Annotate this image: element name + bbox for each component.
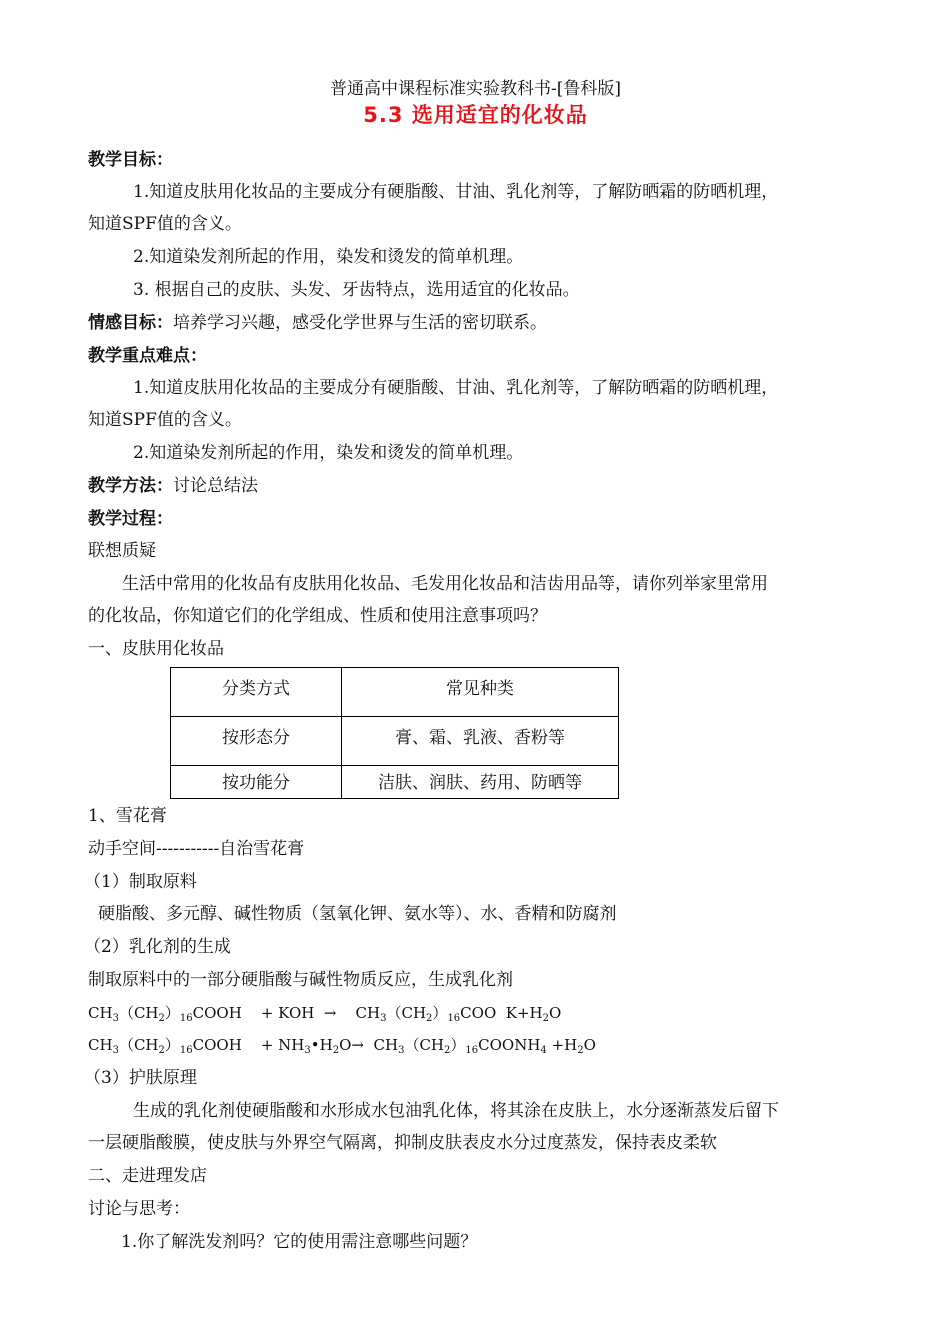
step-1-text: 硬脂酸、多元醇、碱性物质（氢氧化钾、氨水等）、水、香精和防腐剂 [98, 904, 617, 924]
step-2-title: （2）乳化剂的生成 [84, 937, 231, 957]
objective-3: 3. 根据自己的皮肤、头发、牙齿特点，选用适宜的化妆品。 [133, 280, 580, 300]
table-header-row [171, 668, 619, 717]
diy-title: 动手空间-----------自治雪花膏 [88, 839, 305, 859]
table-cell: 膏、霜、乳液、香粉等 [342, 717, 619, 766]
series-header: 普通高中课程标准实验教科书-[鲁科版] [329, 79, 621, 99]
page-title: 5.3 选用适宜的化妆品 [363, 103, 588, 127]
objective-2: 2.知道染发剂所起的作用，染发和烫发的简单机理。 [133, 247, 524, 267]
section-2-title: 二、走进理发店 [88, 1166, 207, 1186]
question-1: 1.你了解洗发剂吗？它的使用需注意哪些问题？ [121, 1232, 478, 1252]
method-heading: 教学方法： [88, 476, 173, 496]
table-header-cell: 常见种类 [342, 668, 619, 717]
discuss-title: 讨论与思考： [88, 1199, 190, 1219]
step-3-text: 生成的乳化剂使硬脂酸和水形成水包油乳化体，将其涂在皮肤上，水分逐渐蒸发后留下 [133, 1101, 779, 1121]
table-row [171, 766, 619, 799]
objectives-heading: 教学目标： [88, 150, 173, 170]
emotion-heading: 情感目标： [88, 313, 173, 333]
intro-title: 联想质疑 [88, 541, 156, 561]
step-2-text: 制取原料中的一部分硬脂酸与碱性物质反应，生成乳化剂 [88, 970, 513, 990]
emotion-text: 培养学习兴趣，感受化学世界与生活的密切联系。 [173, 313, 547, 333]
objective-1-cont: 知道SPF值的含义。 [88, 214, 242, 234]
step-1-title: （1）制取原料 [84, 872, 197, 892]
step-3-title: （3）护肤原理 [84, 1068, 197, 1088]
intro-paragraph: 生活中常用的化妆品有皮肤用化妆品、毛发用化妆品和洁齿用品等，请你列举家里常用 [122, 574, 768, 594]
table-row [171, 717, 619, 766]
keypoint-1-cont: 知道SPF值的含义。 [88, 410, 242, 430]
equation-koh: $CH_3(CH_2)_{16}COOH$ + KOH → $CH_3(CH_2)_{16}COO$ $K+H_2O$ [88, 1004, 562, 1024]
step-3-text-cont: 一层硬脂酸膜，使皮肤与外界空气隔离，抑制皮肤表皮水分过度蒸发，保持表皮柔软 [88, 1133, 717, 1153]
keypoint-2: 2.知道染发剂所起的作用，染发和烫发的简单机理。 [133, 443, 524, 463]
teaching-method [88, 475, 258, 497]
keypoints-heading: 教学重点难点： [88, 346, 207, 366]
table-cell: 按形态分 [171, 717, 342, 766]
snow-cream-title: 1、雪花膏 [88, 806, 167, 826]
method-text: 讨论总结法 [173, 476, 258, 496]
equation-ammonia: $CH_3(CH_2)_{16}COOH$ + $NH_3•H_2O\to$ $CH_3(CH_2)_{16}COONH_4 +H_2O$ [88, 1036, 596, 1056]
process-heading: 教学过程： [88, 509, 173, 529]
emotion-goal [88, 312, 547, 334]
table-cell: 洁肤、润肤、药用、防晒等 [342, 766, 619, 799]
table-header-cell: 分类方式 [171, 668, 342, 717]
cosmetics-table [170, 667, 619, 799]
objective-1: 1.知道皮肤用化妆品的主要成分有硬脂酸、甘油、乳化剂等，了解防晒霜的防晒机理， [133, 182, 779, 202]
section-1-title: 一、皮肤用化妆品 [88, 639, 224, 659]
table-cell: 按功能分 [171, 766, 342, 799]
intro-paragraph-cont: 的化妆品，你知道它们的化学组成、性质和使用注意事项吗？ [88, 606, 547, 626]
keypoint-1: 1.知道皮肤用化妆品的主要成分有硬脂酸、甘油、乳化剂等，了解防晒霜的防晒机理， [133, 378, 779, 398]
